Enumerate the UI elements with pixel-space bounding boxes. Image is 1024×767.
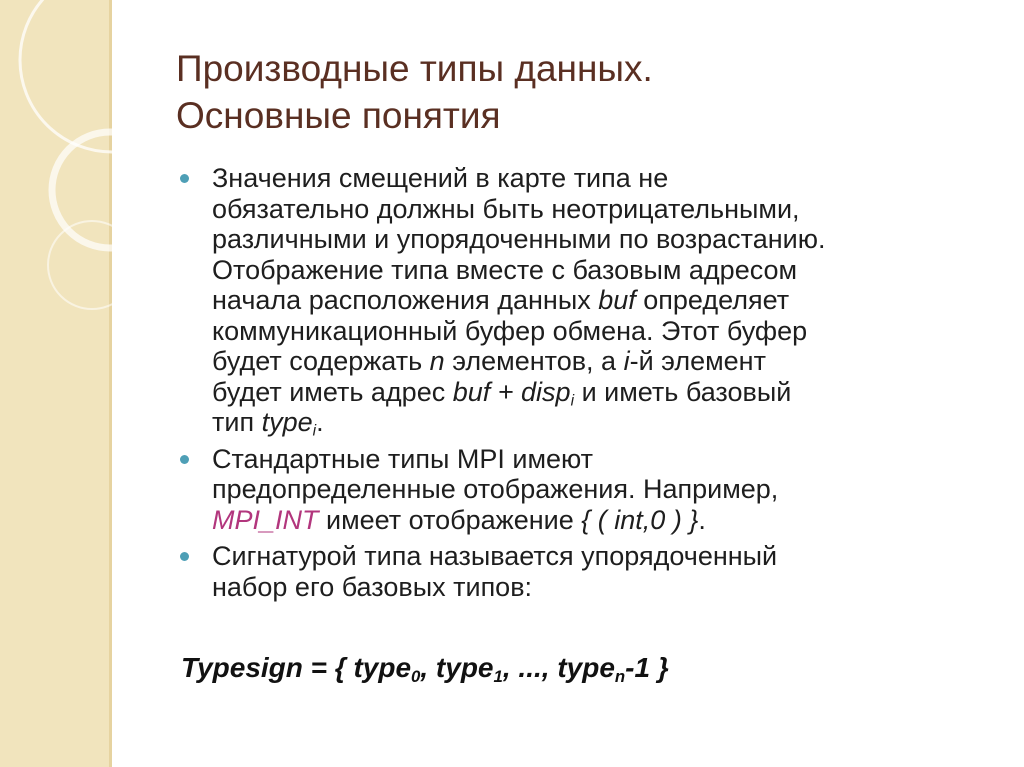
formula-part: Typesign = { type: [181, 652, 412, 683]
bullet-dot-icon: [180, 455, 189, 464]
bullet-item: [178, 541, 998, 602]
text-line: [212, 377, 998, 408]
var-type: type: [261, 407, 313, 437]
formula-part: , ..., type: [502, 652, 615, 683]
text-fragment: -й элемент: [629, 346, 766, 376]
bullet-item: [178, 163, 998, 438]
text-fragment: имеет отображение: [318, 504, 582, 535]
text-line: [212, 505, 998, 536]
text-fragment: определяет: [635, 285, 790, 315]
bullet-dot-icon: [180, 174, 189, 183]
text-line: обязательно должны быть неотрицательными,: [212, 193, 800, 224]
decor-circle-small: [48, 221, 112, 309]
bullet-item: [178, 444, 998, 536]
slide-title-line-1: Производные типы данных.: [176, 48, 653, 89]
text-fragment: начала расположения данных: [212, 285, 599, 315]
text-fragment: будет иметь адрес: [212, 376, 453, 407]
text-fragment: .: [316, 407, 324, 437]
text-fragment: элементов, а: [444, 346, 624, 376]
decor-circle-medium: [52, 132, 112, 248]
text-line: [212, 407, 998, 438]
text-line: Сигнатурой типа называется упорядоченный: [212, 541, 778, 571]
decor-circle-large: [20, 0, 112, 152]
text-fragment: и иметь базовый: [574, 376, 792, 407]
decorative-circles: [0, 0, 112, 360]
typesign-formula: [181, 652, 669, 687]
formula-subscript-0: 0: [411, 667, 421, 687]
text-fragment: будет содержать: [212, 346, 430, 376]
subscript-i: i: [570, 392, 575, 410]
formula-subscript-1: 1: [493, 667, 503, 687]
slide-title: [176, 46, 976, 140]
bullet-text: [212, 541, 998, 602]
mpi-int-highlight: MPI_INT: [212, 504, 319, 535]
bullet-text: [212, 163, 998, 438]
bullet-text: [212, 444, 998, 536]
slide-title-line-2: Основные понятия: [176, 94, 501, 136]
var-buf: buf: [598, 285, 636, 315]
text-line: предопределенные отображения. Например,: [212, 474, 779, 504]
text-line: различными и упорядоченными по возрастанию.: [212, 224, 826, 254]
var-i: i: [623, 346, 630, 376]
text-line: [212, 346, 998, 377]
formula-part: , type: [420, 652, 494, 683]
text-line: Отображение типа вместе с базовым адресом: [212, 254, 798, 285]
text-line: Стандартные типы MPI имеют: [212, 443, 594, 474]
type-map-expression: { ( int,0 ) }: [581, 504, 699, 535]
text-line: коммуникационный буфер обмена. Этот буфер: [212, 315, 808, 346]
text-line: [212, 285, 998, 316]
formula-part: -1 }: [625, 652, 669, 683]
var-n: n: [429, 346, 445, 376]
expr-buf-disp: buf + disp: [452, 376, 571, 407]
text-fragment: тип: [212, 407, 262, 437]
bullet-dot-icon: [180, 552, 189, 561]
text-line: Значения смещений в карте типа не: [212, 163, 669, 193]
subscript-i: i: [312, 422, 317, 440]
formula-subscript-n: n: [614, 667, 626, 687]
text-line: набор его базовых типов:: [212, 571, 533, 602]
text-fragment: .: [698, 504, 706, 535]
slide-content: [178, 163, 998, 608]
